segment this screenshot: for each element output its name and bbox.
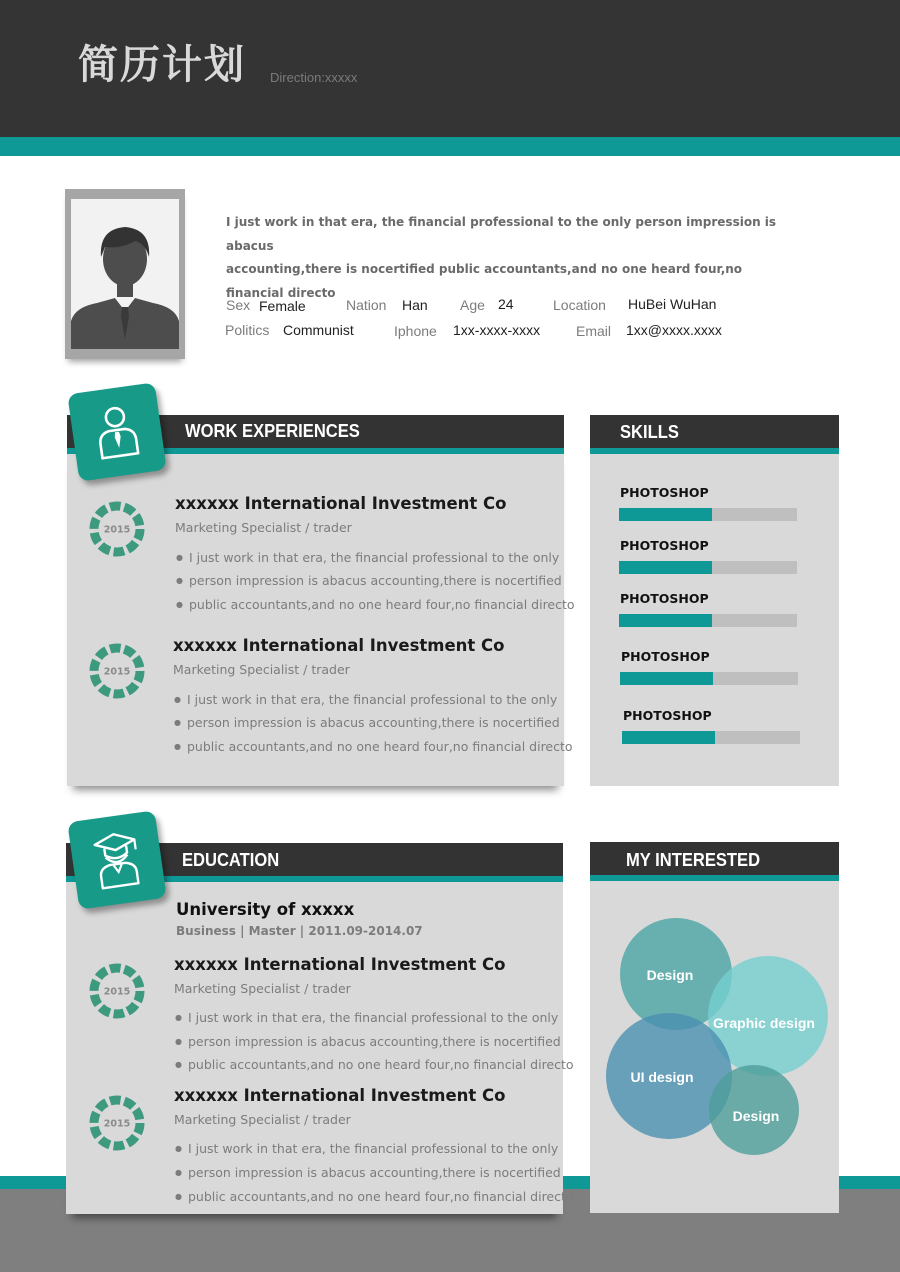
description-bullet: ● person impression is abacus accounting,there is nocertified (175, 1034, 561, 1049)
skills-title-stripe (590, 448, 839, 454)
skill-name: PHOTOSHOP (620, 538, 709, 553)
interest-label: Design (732, 1108, 780, 1124)
skill-bar (619, 614, 797, 627)
field-location-value (628, 295, 716, 313)
interest-label: Graphic design (713, 1015, 815, 1031)
description-bullet: ● person impression is abacus accounting,there is nocertified (174, 715, 560, 730)
field-politics-value (283, 321, 354, 339)
interests-section-title: MY INTERESTED (626, 850, 761, 870)
location-label: Location (553, 297, 606, 313)
description-bullet: ● I just work in that era, the financial professional to the only (175, 1010, 558, 1025)
direction-text: Direction:xxxxx (270, 70, 358, 85)
sex-value: Female (259, 298, 306, 314)
degree-details: Business | Master | 2011.09-2014.07 (176, 924, 423, 938)
interest-label: UI design (630, 1069, 694, 1085)
age-value: 24 (498, 296, 514, 312)
phone-value: 1xx-xxxx-xxxx (453, 322, 541, 338)
graduate-icon (67, 810, 166, 909)
intro-line-2: accounting,there is nocertified public accountants,and no one heard four,no financial directo (226, 262, 743, 300)
skill-bar-fill (619, 614, 712, 627)
avatar (71, 199, 179, 349)
sex-label: Sex (226, 297, 251, 313)
skill-bar (619, 561, 797, 574)
description-bullet: ● public accountants,and no one heard four,no financial directo (175, 1189, 574, 1204)
education-section-title: EDUCATION (182, 850, 280, 870)
description-bullet: ● person impression is abacus accounting,there is nocertified (176, 573, 562, 588)
email-label: Email (576, 323, 612, 339)
email-value: 1xx@xxxx.xxxx (626, 322, 722, 338)
year-ring-icon (88, 962, 146, 1020)
politics-label: Politics (225, 322, 270, 338)
skills-section-title: SKILLS (620, 422, 679, 442)
nation-label: Nation (346, 297, 387, 313)
description-bullet: ● I just work in that era, the financial professional to the only (174, 692, 557, 707)
education-badge (67, 810, 166, 909)
skill-name: PHOTOSHOP (621, 649, 710, 664)
intro-line-1: I just work in that era, the financial professional to the only person impression is abacus (226, 215, 777, 253)
field-phone (394, 322, 437, 340)
job-role: Marketing Specialist / trader (174, 1112, 351, 1127)
interest-label: Design (646, 967, 694, 983)
skill-bar (622, 731, 800, 744)
job-role: Marketing Specialist / trader (175, 520, 352, 535)
field-phone-value (453, 321, 540, 339)
field-age-value (498, 295, 514, 313)
job-role: Marketing Specialist / trader (174, 981, 351, 996)
year-ring-icon (88, 1094, 146, 1152)
field-nation (346, 296, 386, 314)
field-location (553, 296, 606, 314)
nation-value: Han (402, 297, 428, 313)
year-label: 2015 (103, 666, 131, 678)
company-name: xxxxxx International Investment Co (173, 636, 505, 655)
description-bullet: ● I just work in that era, the financial professional to the only (176, 550, 559, 565)
company-name: xxxxxx International Investment Co (175, 494, 507, 513)
work-section-title: WORK EXPERIENCES (185, 421, 360, 441)
company-name: xxxxxx International Investment Co (174, 955, 506, 974)
skill-bar-fill (619, 508, 712, 521)
work-badge (67, 382, 166, 481)
year-ring-icon (88, 642, 146, 700)
phone-label: Iphone (394, 323, 437, 339)
skill-name: PHOTOSHOP (623, 708, 712, 723)
year-label: 2015 (103, 1118, 131, 1130)
description-bullet: ● I just work in that era, the financial professional to the only (175, 1141, 558, 1156)
page-title: 简历计划 (78, 42, 246, 88)
description-bullet: ● public accountants,and no one heard four,no financial directo (176, 597, 575, 612)
year-ring-icon (88, 500, 146, 558)
avatar-silhouette-icon (71, 199, 179, 349)
year-label: 2015 (103, 986, 131, 998)
university-name: University of xxxxx (176, 900, 355, 919)
field-email (576, 322, 611, 340)
field-sex-value (259, 297, 306, 315)
description-bullet: ● public accountants,and no one heard four,no financial directo (175, 1057, 574, 1072)
skill-bar (619, 508, 797, 521)
businessman-icon (67, 382, 166, 481)
description-bullet: ● person impression is abacus accounting,there is nocertified (175, 1165, 561, 1180)
skill-bar-fill (622, 731, 715, 744)
job-role: Marketing Specialist / trader (173, 662, 350, 677)
field-age (460, 296, 485, 314)
skill-bar (620, 672, 798, 685)
year-label: 2015 (103, 524, 131, 536)
field-sex (226, 296, 250, 314)
age-label: Age (460, 297, 485, 313)
politics-value: Communist (283, 322, 354, 338)
interests-venn (590, 880, 839, 1180)
skill-name: PHOTOSHOP (620, 591, 709, 606)
skill-bar-fill (619, 561, 712, 574)
profile-intro (226, 211, 786, 305)
header-accent-stripe (0, 137, 900, 156)
company-name: xxxxxx International Investment Co (174, 1086, 506, 1105)
profile-photo (65, 189, 185, 359)
field-politics (225, 321, 269, 339)
description-bullet: ● public accountants,and no one heard four,no financial directo (174, 739, 573, 754)
field-email-value (626, 321, 722, 339)
skill-bar-fill (620, 672, 713, 685)
skill-name: PHOTOSHOP (620, 485, 709, 500)
field-nation-value (402, 296, 428, 314)
location-value: HuBei WuHan (628, 296, 717, 312)
